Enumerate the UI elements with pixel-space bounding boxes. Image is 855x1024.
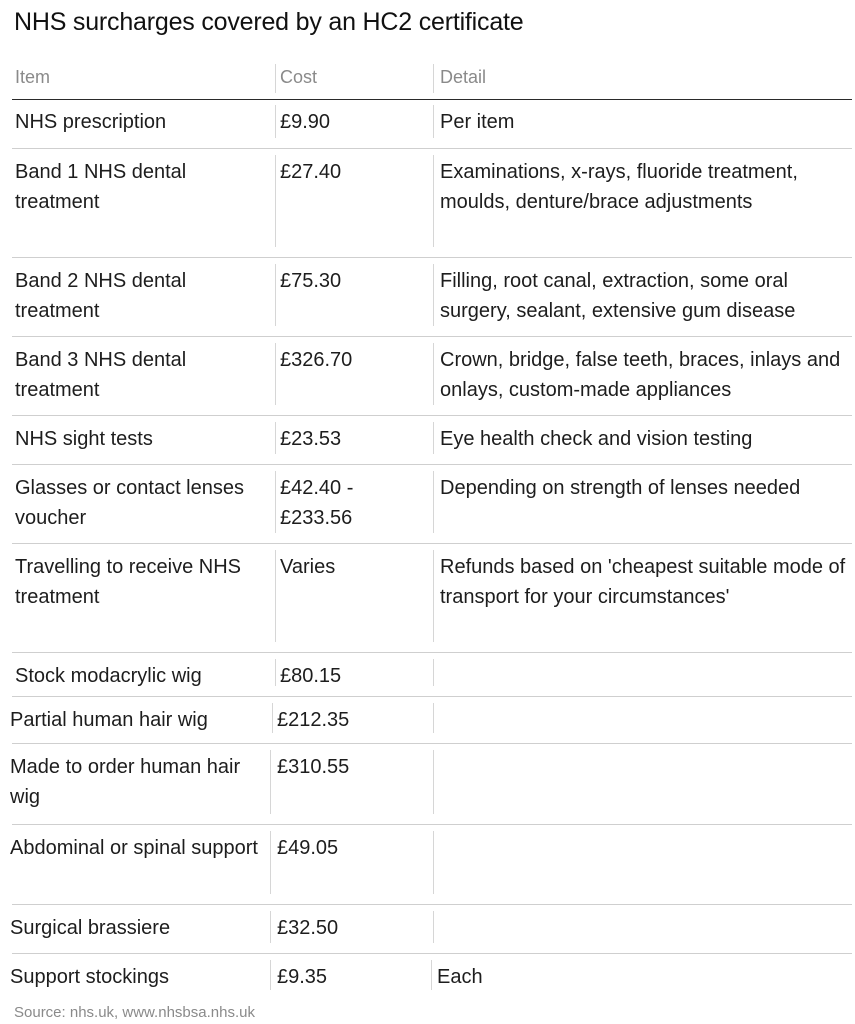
- column-divider: [433, 422, 434, 454]
- table-row: [12, 416, 852, 465]
- cell-cost: £75.30: [280, 270, 342, 292]
- cell-cost: £310.55: [277, 756, 350, 778]
- cell-item: NHS prescription: [15, 111, 167, 133]
- cell-cost: £212.35: [277, 709, 350, 731]
- cell-item: Made to order human hair wig: [10, 756, 241, 808]
- column-divider: [275, 105, 276, 138]
- column-divider: [433, 831, 434, 894]
- column-header-item: Item: [15, 67, 51, 87]
- cell-detail: Examinations, x-rays, fluoride treatment, moulds, denture/brace adjustments: [440, 161, 798, 213]
- column-divider: [433, 343, 434, 405]
- cell-cost: £326.70: [280, 349, 353, 371]
- cell-cost: £42.40 - £233.56: [280, 477, 354, 529]
- column-divider: [433, 750, 434, 814]
- table-row: [12, 337, 852, 416]
- column-divider: [433, 105, 434, 138]
- table-header: [12, 62, 852, 100]
- page-title: NHS surcharges covered by an HC2 certificate: [14, 8, 524, 36]
- column-divider: [433, 659, 434, 686]
- table-row: [12, 744, 852, 825]
- cell-detail: Each: [437, 966, 483, 988]
- column-divider: [275, 422, 276, 454]
- cell-detail: Crown, bridge, false teeth, braces, inlays and onlays, custom-made appliances: [440, 349, 841, 401]
- cell-item: Glasses or contact lenses voucher: [15, 477, 244, 529]
- column-divider: [275, 471, 276, 533]
- cell-cost: £49.05: [277, 837, 339, 859]
- column-divider: [433, 911, 434, 943]
- column-divider: [433, 264, 434, 326]
- cell-cost: £9.35: [277, 966, 328, 988]
- cell-cost: £80.15: [280, 665, 342, 687]
- cell-item: NHS sight tests: [15, 428, 153, 450]
- column-divider: [272, 703, 273, 733]
- column-divider: [275, 550, 276, 642]
- table-row: [12, 465, 852, 544]
- cell-cost: £32.50: [277, 917, 339, 939]
- cell-item: Surgical brassiere: [10, 917, 171, 939]
- column-divider: [433, 64, 434, 93]
- cell-detail: Eye health check and vision testing: [440, 428, 753, 450]
- column-divider: [270, 960, 271, 990]
- column-divider: [275, 64, 276, 93]
- table-row: [12, 825, 852, 905]
- column-divider: [275, 155, 276, 247]
- table-row: [12, 905, 852, 954]
- table-row: [12, 149, 852, 258]
- column-divider: [270, 911, 271, 943]
- cell-cost: £9.90: [280, 111, 331, 133]
- cell-item: Abdominal or spinal support: [10, 837, 258, 859]
- column-divider: [433, 550, 434, 642]
- column-divider: [270, 831, 271, 894]
- cell-item: Band 3 NHS dental treatment: [15, 349, 187, 401]
- column-divider: [431, 960, 432, 990]
- cell-item: Band 1 NHS dental treatment: [15, 161, 187, 213]
- column-divider: [270, 750, 271, 814]
- cell-item: Support stockings: [10, 966, 169, 988]
- cell-detail: Depending on strength of lenses needed: [440, 477, 801, 499]
- cell-item: Travelling to receive NHS treatment: [15, 556, 242, 608]
- cell-cost: £27.40: [280, 161, 342, 183]
- column-header-detail: Detail: [440, 67, 487, 87]
- column-divider: [275, 659, 276, 686]
- column-divider: [433, 155, 434, 247]
- column-header-cost: Cost: [280, 67, 318, 87]
- source-note: Source: nhs.uk, www.nhsbsa.nhs.uk: [14, 1004, 255, 1021]
- cell-item: Stock modacrylic wig: [15, 665, 202, 687]
- table-row: [12, 697, 852, 744]
- cell-detail: Per item: [440, 111, 515, 133]
- column-divider: [275, 343, 276, 405]
- cell-cost: £23.53: [280, 428, 342, 450]
- table-row: [12, 258, 852, 337]
- cell-detail: Refunds based on 'cheapest suitable mode of transport for your circumstances': [440, 556, 846, 608]
- table-row: [12, 653, 852, 697]
- cell-cost: Varies: [280, 556, 336, 578]
- cell-item: Partial human hair wig: [10, 709, 208, 731]
- column-divider: [433, 703, 434, 733]
- table-row: [12, 544, 852, 653]
- column-divider: [275, 264, 276, 326]
- column-divider: [433, 471, 434, 533]
- cell-item: Band 2 NHS dental treatment: [15, 270, 187, 322]
- table-row: [12, 954, 852, 1000]
- table-row: [12, 99, 852, 149]
- cell-detail: Filling, root canal, extraction, some oral surgery, sealant, extensive gum disease: [440, 270, 796, 322]
